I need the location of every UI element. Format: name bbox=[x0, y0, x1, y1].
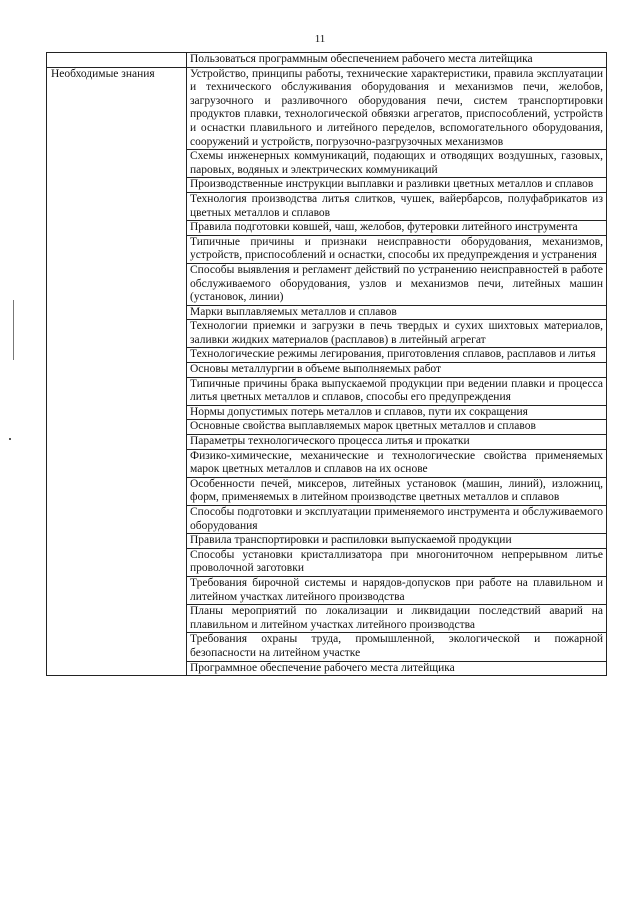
page-number: 11 bbox=[314, 33, 326, 45]
content-cell: Пользоваться программным обеспечением рабочего места литейщика bbox=[187, 53, 607, 68]
scan-margin-mark bbox=[13, 300, 14, 360]
scan-margin-dot bbox=[9, 438, 11, 440]
content-cell: Требования охраны труда, промышленной, экологической и пожарной безопасности на литейном участке bbox=[187, 633, 607, 661]
content-cell: Технологические режимы легирования, приготовления сплавов, расплавов и литья bbox=[187, 348, 607, 363]
content-cell: Производственные инструкции выплавки и разливки цветных металлов и сплавов bbox=[187, 178, 607, 193]
table-row bbox=[47, 53, 607, 68]
content-cell: Планы мероприятий по локализации и ликвидации последствий аварий на плавильном и литейном участках литейного производства bbox=[187, 605, 607, 633]
content-cell: Особенности печей, миксеров, литейных установок (машин, линий), изложниц, форм, применяемых в литейном производстве цветных металлов и сплавов bbox=[187, 477, 607, 505]
content-cell: Технологии приемки и загрузки в печь твердых и сухих шихтовых материалов, заливки жидких материалов (расплавов) в литейный агрегат bbox=[187, 320, 607, 348]
content-cell: Нормы допустимых потерь металлов и сплавов, пути их сокращения bbox=[187, 405, 607, 420]
content-cell: Способы выявления и регламент действий по устранению неисправностей в работе обслуживаемого оборудования, узлов и механизмов печи, литейных машин (установок, линии) bbox=[187, 263, 607, 305]
content-cell: Типичные причины и признаки неисправности оборудования, механизмов, устройств, приспособлений и оснастки, способы их предупреждения и устранения bbox=[187, 235, 607, 263]
content-cell: Способы подготовки и эксплуатации применяемого инструмента и обслуживаемого оборудования bbox=[187, 506, 607, 534]
content-cell: Типичные причины брака выпускаемой продукции при ведении плавки и процесса литья цветных металлов и сплавов, способы его предупреждения bbox=[187, 377, 607, 405]
content-cell: Параметры технологического процесса литья и прокатки bbox=[187, 435, 607, 450]
content-cell: Способы установки кристаллизатора при многониточном непрерывном литье проволочной заготовки bbox=[187, 548, 607, 576]
content-cell: Технология производства литья слитков, чушек, вайербарсов, полуфабрикатов из цветных металлов и сплавов bbox=[187, 192, 607, 220]
content-cell: Физико-химические, механические и технологические свойства применяемых марок цветных металлов и сплавов на их основе bbox=[187, 449, 607, 477]
label-cell-empty bbox=[47, 53, 187, 68]
content-cell: Требования бирочной системы и нарядов-допусков при работе на плавильном и литейном участках литейного производства bbox=[187, 576, 607, 604]
content-cell: Программное обеспечение рабочего места литейщика bbox=[187, 661, 607, 676]
content-cell: Основные свойства выплавляемых марок цветных металлов и сплавов bbox=[187, 420, 607, 435]
content-cell: Правила подготовки ковшей, чаш, желобов, футеровки литейного инструмента bbox=[187, 221, 607, 236]
knowledge-table bbox=[46, 52, 607, 676]
content-cell: Схемы инженерных коммуникаций, подающих и отводящих воздушных, газовых, паровых, водяных и электрических коммуникаций bbox=[187, 150, 607, 178]
content-cell: Правила транспортировки и распиловки выпускаемой продукции bbox=[187, 534, 607, 549]
content-cell: Основы металлургии в объеме выполняемых работ bbox=[187, 363, 607, 378]
content-cell: Марки выплавляемых металлов и сплавов bbox=[187, 305, 607, 320]
section-label-knowledge: Необходимые знания bbox=[47, 67, 187, 676]
table-row bbox=[47, 67, 607, 150]
content-cell: Устройство, принципы работы, технические характеристики, правила эксплуатации и технического обслуживания оборудования и механизмов печи, желобов, загрузочного и разливочного оборудования печи, систем транспортировки продуктов плавки, технологической обвязки агрегатов, приспособлений, устройств и оснастки плавильного и литейного переделов, вспомогательного оборудования, сооружений и устройств, погрузочно-разгрузочных механизмов bbox=[187, 67, 607, 150]
